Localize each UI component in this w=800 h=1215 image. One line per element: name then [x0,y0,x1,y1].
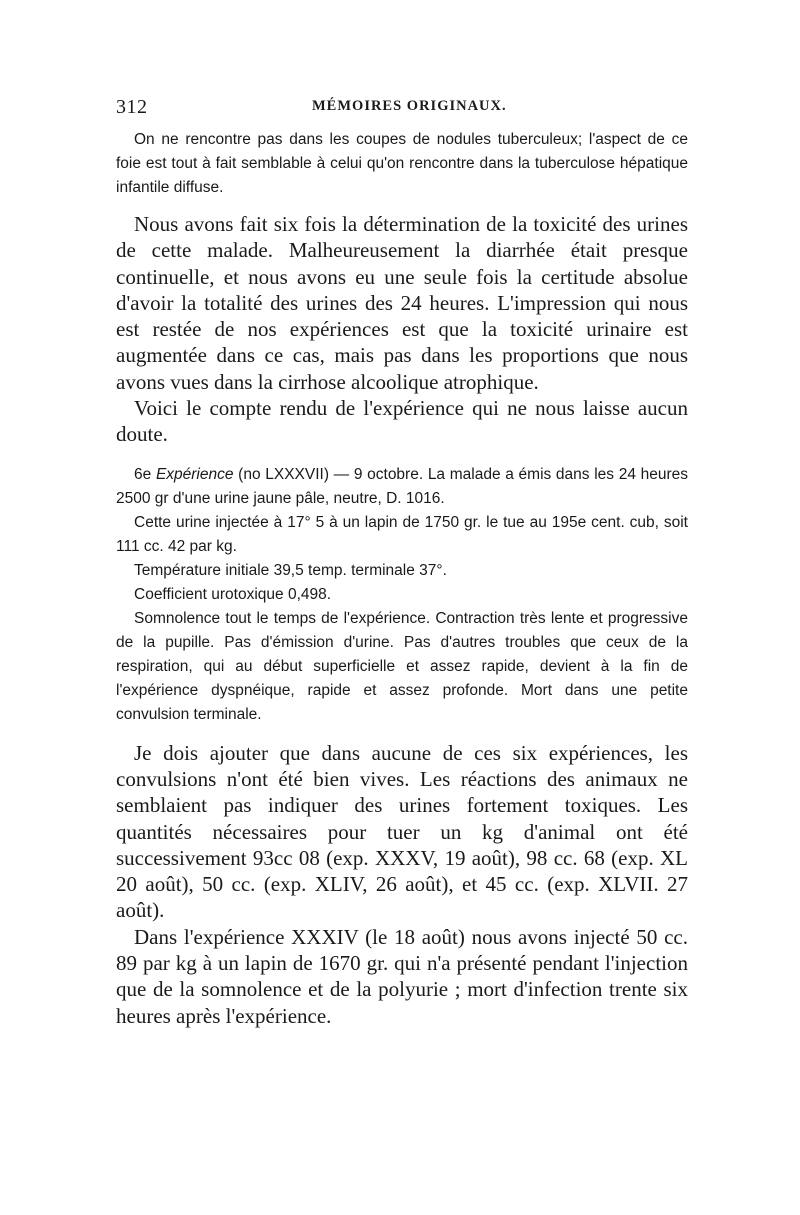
paragraph-experiment-intro: Voici le compte rendu de l'expérience qui ne nous laisse aucun doute. [116,396,688,447]
paragraph-experiment-xxxiv: Dans l'expérience XXXIV (le 18 août) nous avons injecté 50 cc. 89 par kg à un lapin de 1670 gr. qui n'a présenté pendant l'injection que de la somnolence et de la polyurie ; mort d'infection trente six heures après l'expérience. [116,924,688,1028]
running-head: MÉMOIRES ORIGINAUX. [312,98,507,114]
paragraph-convulsions: Je dois ajouter que dans aucune de ces six expériences, les convulsions n'ont été bien vives. Les réactions des animaux ne semblaient pas indiquer des urines fortement toxiques. Les quantités nécessaires pour tuer un kg d'animal ont été successivement 93cc 08 (exp. XXXV, 19 août), 98 cc. 68 (exp. XL 20 août), 50 cc. (exp. XLIV, 26 août), et 45 cc. (exp. XLVII. 27 août). [116,740,688,923]
experiment-details: (no LXXXVII) — 9 octobre. La malade a émis dans les 24 heures 2500 gr d'une urine jaune pâle, neutre, D. 1016. [116,465,689,507]
page-header [116,96,688,122]
page-number: 312 [116,96,148,118]
paragraph-temperature: Température initiale 39,5 temp. terminale 37°. [134,561,447,579]
paragraph-coefficient: Coefficient urotoxique 0,498. [134,585,332,603]
page [116,96,688,1029]
paragraph-injection: Cette urine injectée à 17° 5 à un lapin de 1750 gr. le tue au 195e cent. cub, soit 111 cc. 42 par kg. [116,513,688,555]
paragraph-symptoms: Somnolence tout le temps de l'expérience. Contraction très lente et progressive de la pupille. Pas d'émission d'urine. Pas d'autres troubles que ceux de la respiration, qui au début superficielle et assez rapide, devient à la fin de l'expérience dyspnéique, rapide et assez profonde. Mort dans une petite convulsion terminale. [116,609,688,723]
experiment-label: Expérience [155,465,234,483]
experiment-number: 6e [134,465,152,483]
paragraph-toxicity-determination: Nous avons fait six fois la détermination de la toxicité des urines de cette malade. Malheureusement la diarrhée était presque continuelle, et nous avons eu une seule fois la certitude absolue d'avoir la totalité des urines des 24 heures. L'impression qui nous est restée de nos expériences est que la toxicité urinaire est augmentée dans ce cas, mais pas dans les proportions que nous avons vues dans la cirrhose alcoolique atrophique. [116,212,688,394]
paragraph-liver-observation: On ne rencontre pas dans les coupes de nodules tuberculeux; l'aspect de ce foie est tout à fait semblable à celui qu'on rencontre dans la tuberculose hépatique infantile diffuse. [116,131,688,196]
paragraph-experiment-header [116,463,688,511]
